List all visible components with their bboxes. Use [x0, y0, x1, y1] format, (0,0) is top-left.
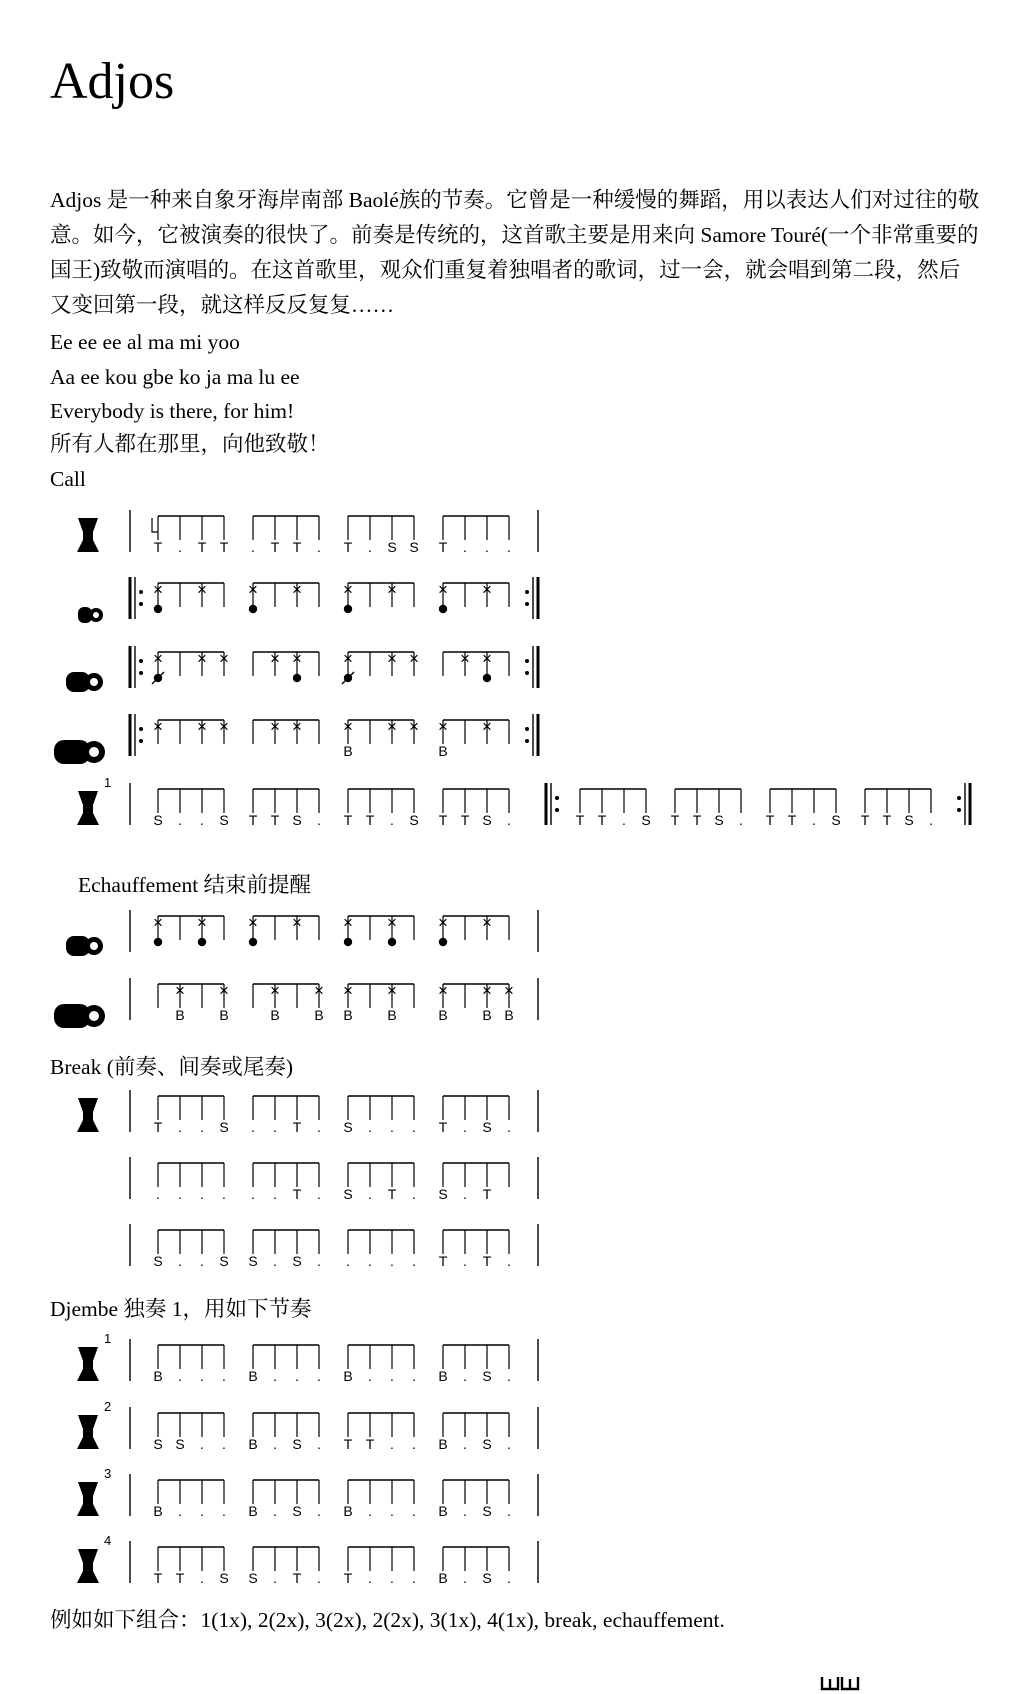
- stroke-symbol: .: [222, 1186, 226, 1202]
- open-hit-mark: [293, 674, 301, 682]
- stroke-symbol: .: [368, 1368, 372, 1384]
- bell-hit-mark: ×: [248, 913, 258, 932]
- djembe-icon: [77, 1466, 111, 1516]
- stroke-symbol: B: [270, 1007, 280, 1023]
- stroke-symbol: .: [463, 1436, 467, 1452]
- rhythm-staff: [0, 714, 1024, 774]
- stroke-symbol: B: [343, 743, 353, 759]
- bell-hit-mark: ×: [197, 717, 207, 736]
- stroke-symbol: B: [504, 1007, 514, 1023]
- stroke-symbol: .: [273, 1119, 277, 1135]
- stroke-symbol: .: [317, 1570, 321, 1586]
- stroke-symbol: B: [387, 1007, 397, 1023]
- stroke-symbol: T: [438, 1253, 448, 1269]
- stroke-symbol: T: [597, 812, 607, 828]
- lyric-line-2: Aa ee kou gbe ko ja ma lu ee: [50, 365, 300, 389]
- bell-hit-mark: ×: [292, 717, 302, 736]
- stroke-symbol: .: [412, 1436, 416, 1452]
- stroke-symbol: B: [248, 1368, 258, 1384]
- stroke-symbol: T: [365, 812, 375, 828]
- stroke-symbol: B: [438, 1368, 448, 1384]
- stroke-symbol: S: [219, 1570, 229, 1586]
- stroke-symbol: S: [904, 812, 914, 828]
- stroke-symbol: T: [292, 1119, 302, 1135]
- stroke-symbol: .: [412, 1570, 416, 1586]
- stroke-symbol: S: [409, 812, 419, 828]
- rhythm-staff: [0, 1533, 1024, 1601]
- stroke-symbol: .: [463, 539, 467, 555]
- stroke-symbol: T: [787, 812, 797, 828]
- publisher-logo-icon: [820, 1675, 864, 1691]
- stroke-symbol: .: [178, 1186, 182, 1202]
- stroke-symbol: T: [219, 539, 229, 555]
- stroke-symbol: S: [219, 812, 229, 828]
- stroke-symbol: T: [482, 1186, 492, 1202]
- stroke-symbol: B: [343, 1007, 353, 1023]
- stroke-symbol: T: [292, 539, 302, 555]
- stroke-symbol: S: [482, 1503, 492, 1519]
- stroke-symbol: B: [248, 1436, 258, 1452]
- intro-paragraph: Adjos 是一种来自象牙海岸南部 Baolé族的节奏。它曾是一种缓慢的舞蹈，用以表达人们对过往的敬意。如今，它被演奏的很快了。前奏是传统的，这首歌主要是用来向 Samore Touré(一个非常重要的国王)致敬而演唱的。在这首歌里，观众们重复着独唱者的歌词，过一会，就会唱到第二段，然后又变回第一段，就这样反反复复……: [50, 188, 980, 317]
- stroke-symbol: S: [248, 1253, 258, 1269]
- stroke-symbol: T: [692, 812, 702, 828]
- stroke-symbol: T: [153, 539, 163, 555]
- stroke-symbol: T: [248, 812, 258, 828]
- bell-hit-mark: ×: [270, 717, 280, 736]
- stroke-symbol: T: [438, 1119, 448, 1135]
- repeat-start-sign: [130, 714, 143, 756]
- stroke-symbol: B: [438, 1007, 448, 1023]
- repeat-end-sign: [525, 714, 538, 756]
- stroke-symbol: .: [251, 1186, 255, 1202]
- bell-hit-mark: ×: [409, 649, 419, 668]
- rhythm-staff: [0, 775, 1024, 843]
- rhythm-staff: [0, 978, 1024, 1038]
- stroke-symbol: B: [343, 1368, 353, 1384]
- open-hit-mark: [439, 605, 447, 613]
- variation-number: 4: [104, 1533, 112, 1548]
- stroke-symbol: .: [178, 1119, 182, 1135]
- stroke-symbol: .: [222, 1368, 226, 1384]
- stroke-symbol: .: [273, 1253, 277, 1269]
- stroke-symbol: .: [390, 1570, 394, 1586]
- stroke-symbol: T: [670, 812, 680, 828]
- stroke-symbol: S: [153, 1436, 163, 1452]
- variation-number: 2: [104, 1399, 112, 1414]
- stroke-symbol: B: [219, 1007, 229, 1023]
- stroke-symbol: .: [390, 1119, 394, 1135]
- stroke-symbol: .: [295, 1368, 299, 1384]
- stroke-symbol: .: [200, 1436, 204, 1452]
- stroke-symbol: T: [153, 1119, 163, 1135]
- stroke-symbol: .: [812, 812, 816, 828]
- djembe-icon: [77, 1331, 111, 1381]
- stroke-symbol: .: [507, 1436, 511, 1452]
- lyric-line-4: 所有人都在那里，向他致敬！: [50, 432, 330, 456]
- variation-number: 1: [104, 775, 112, 790]
- stroke-symbol: .: [178, 539, 182, 555]
- bell-hit-mark: ×: [482, 649, 492, 668]
- stroke-symbol: S: [175, 1436, 185, 1452]
- stroke-symbol: .: [317, 1119, 321, 1135]
- stroke-symbol: .: [463, 1253, 467, 1269]
- bell-hit-mark: ×: [343, 717, 353, 736]
- bell-hit-mark: ×: [409, 717, 419, 736]
- stroke-symbol: .: [412, 1186, 416, 1202]
- stroke-symbol: .: [390, 1253, 394, 1269]
- stroke-symbol: .: [178, 1368, 182, 1384]
- stroke-symbol: T: [292, 1186, 302, 1202]
- bell-hit-mark: ×: [197, 649, 207, 668]
- stroke-symbol: T: [270, 812, 280, 828]
- stroke-symbol: T: [343, 539, 353, 555]
- stroke-symbol: .: [368, 1503, 372, 1519]
- stroke-symbol: .: [929, 812, 933, 828]
- repeat-end-sign: [957, 783, 970, 825]
- stroke-symbol: .: [507, 539, 511, 555]
- bell-hit-mark: ×: [175, 981, 185, 1000]
- stroke-symbol: .: [368, 539, 372, 555]
- open-hit-mark: [483, 674, 491, 682]
- stroke-symbol: .: [156, 1186, 160, 1202]
- stroke-symbol: .: [200, 1368, 204, 1384]
- stroke-symbol: T: [153, 1570, 163, 1586]
- stroke-symbol: S: [248, 1570, 258, 1586]
- open-hit-mark: [344, 605, 352, 613]
- bell-hit-mark: ×: [197, 913, 207, 932]
- stroke-symbol: S: [482, 812, 492, 828]
- stroke-symbol: S: [438, 1186, 448, 1202]
- stroke-symbol: .: [412, 1119, 416, 1135]
- stroke-symbol: .: [251, 1119, 255, 1135]
- stroke-symbol: S: [153, 812, 163, 828]
- open-hit-mark: [154, 938, 162, 946]
- stroke-symbol: .: [273, 1436, 277, 1452]
- rhythm-staff: [0, 910, 1024, 970]
- stroke-symbol: T: [197, 539, 207, 555]
- stroke-symbol: .: [273, 1570, 277, 1586]
- bell-hit-mark: ×: [314, 981, 324, 1000]
- stroke-symbol: T: [860, 812, 870, 828]
- sangban-icon: [66, 936, 103, 956]
- stroke-symbol: S: [714, 812, 724, 828]
- stroke-symbol: .: [368, 1119, 372, 1135]
- stroke-symbol: T: [438, 539, 448, 555]
- stroke-symbol: .: [412, 1253, 416, 1269]
- stroke-symbol: .: [317, 1503, 321, 1519]
- combination-note: 例如如下组合：1(1x), 2(2x), 3(2x), 2(2x), 3(1x), 4(1x), break, echauffement.: [50, 1608, 725, 1632]
- stroke-symbol: .: [485, 539, 489, 555]
- stroke-symbol: .: [200, 1503, 204, 1519]
- bell-hit-mark: ×: [153, 580, 163, 599]
- stroke-symbol: .: [463, 1368, 467, 1384]
- stroke-symbol: .: [178, 1503, 182, 1519]
- doundounba-icon: [54, 1004, 105, 1028]
- stroke-symbol: .: [622, 812, 626, 828]
- stroke-symbol: S: [343, 1119, 353, 1135]
- bell-hit-mark: ×: [343, 981, 353, 1000]
- stroke-symbol: .: [251, 539, 255, 555]
- stroke-symbol: .: [200, 1186, 204, 1202]
- repeat-start-sign: [130, 577, 143, 619]
- rhythm-staff: [0, 577, 1024, 637]
- bell-hit-mark: ×: [482, 913, 492, 932]
- bell-hit-mark: ×: [219, 717, 229, 736]
- stroke-symbol: T: [575, 812, 585, 828]
- stroke-symbol: .: [463, 1186, 467, 1202]
- stroke-symbol: .: [463, 1570, 467, 1586]
- rhythm-staff: [0, 510, 1024, 570]
- stroke-symbol: B: [482, 1007, 492, 1023]
- stroke-symbol: B: [153, 1368, 163, 1384]
- bell-hit-mark: ×: [387, 717, 397, 736]
- bell-hit-mark: ×: [482, 580, 492, 599]
- bell-hit-mark: ×: [387, 981, 397, 1000]
- djembe-icon: [77, 775, 111, 825]
- bell-hit-mark: ×: [248, 580, 258, 599]
- bell-hit-mark: ×: [387, 649, 397, 668]
- bell-hit-mark: ×: [219, 649, 229, 668]
- bell-hit-mark: ×: [504, 981, 514, 1000]
- section-heading-echauffement: Echauffement 结束前提醒: [78, 873, 312, 897]
- stroke-symbol: .: [390, 1436, 394, 1452]
- bell-hit-mark: ×: [438, 981, 448, 1000]
- stroke-symbol: .: [317, 1186, 321, 1202]
- doundounba-icon: [54, 740, 105, 764]
- rhythm-staff: [0, 1466, 1024, 1534]
- stroke-symbol: T: [343, 1436, 353, 1452]
- open-hit-mark: [198, 938, 206, 946]
- bell-hit-mark: ×: [292, 649, 302, 668]
- stroke-symbol: .: [200, 1119, 204, 1135]
- open-hit-mark: [154, 605, 162, 613]
- open-hit-mark: [439, 938, 447, 946]
- flam-mark: [152, 518, 158, 532]
- stroke-symbol: S: [482, 1368, 492, 1384]
- repeat-end-sign: [525, 577, 538, 619]
- stroke-symbol: T: [270, 539, 280, 555]
- open-hit-mark: [249, 938, 257, 946]
- stroke-symbol: S: [482, 1119, 492, 1135]
- variation-number: 1: [104, 1331, 112, 1346]
- rhythm-staff: [0, 1157, 1024, 1217]
- stroke-symbol: S: [292, 1436, 302, 1452]
- stroke-symbol: B: [175, 1007, 185, 1023]
- bell-hit-mark: ×: [438, 580, 448, 599]
- rhythm-staff: [0, 1090, 1024, 1150]
- stroke-symbol: B: [153, 1503, 163, 1519]
- kenkeni-icon: [78, 607, 103, 623]
- stroke-symbol: .: [507, 1503, 511, 1519]
- bell-hit-mark: ×: [482, 981, 492, 1000]
- stroke-symbol: .: [368, 1253, 372, 1269]
- stroke-symbol: T: [882, 812, 892, 828]
- stroke-symbol: B: [343, 1503, 353, 1519]
- repeat-end-sign: [525, 646, 538, 688]
- stroke-symbol: T: [343, 1570, 353, 1586]
- stroke-symbol: .: [507, 1119, 511, 1135]
- stroke-symbol: B: [248, 1503, 258, 1519]
- djembe-icon: [77, 1533, 111, 1583]
- djembe-icon: [77, 518, 99, 552]
- bell-hit-mark: ×: [438, 913, 448, 932]
- stroke-symbol: S: [409, 539, 419, 555]
- bell-hit-mark: ×: [270, 981, 280, 1000]
- bell-hit-mark: ×: [387, 580, 397, 599]
- open-hit-mark: [344, 938, 352, 946]
- bell-hit-mark: ×: [292, 580, 302, 599]
- stroke-symbol: .: [178, 1253, 182, 1269]
- stroke-symbol: .: [390, 1368, 394, 1384]
- bell-hit-mark: ×: [387, 913, 397, 932]
- stroke-symbol: T: [292, 1570, 302, 1586]
- bell-hit-mark: ×: [153, 913, 163, 932]
- stroke-symbol: .: [463, 1119, 467, 1135]
- stroke-symbol: .: [368, 1186, 372, 1202]
- stroke-symbol: .: [222, 1436, 226, 1452]
- stroke-symbol: B: [314, 1007, 324, 1023]
- stroke-symbol: T: [438, 812, 448, 828]
- stroke-symbol: .: [273, 1368, 277, 1384]
- rhythm-staff: [0, 1224, 1024, 1284]
- section-heading-solo: Djembe 独奏 1，用如下节奏: [50, 1297, 312, 1321]
- lyric-line-1: Ee ee ee al ma mi yoo: [50, 330, 240, 354]
- stroke-symbol: S: [292, 1503, 302, 1519]
- bell-hit-mark: ×: [438, 717, 448, 736]
- section-heading-break: Break (前奏、间奏或尾奏): [50, 1055, 294, 1079]
- stroke-symbol: .: [368, 1570, 372, 1586]
- stroke-symbol: S: [292, 1253, 302, 1269]
- stroke-symbol: T: [365, 1436, 375, 1452]
- stroke-symbol: .: [273, 1503, 277, 1519]
- section-heading-call: Call: [50, 467, 86, 491]
- bell-hit-mark: ×: [343, 580, 353, 599]
- bell-hit-mark: ×: [153, 649, 163, 668]
- bell-hit-mark: ×: [292, 913, 302, 932]
- rhythm-staff: [0, 646, 1024, 706]
- stroke-symbol: B: [438, 743, 448, 759]
- lyric-line-3: Everybody is there, for him!: [50, 399, 295, 423]
- stroke-symbol: T: [482, 1253, 492, 1269]
- stroke-symbol: S: [831, 812, 841, 828]
- stroke-symbol: B: [438, 1436, 448, 1452]
- djembe-icon: [77, 1098, 99, 1132]
- stroke-symbol: T: [175, 1570, 185, 1586]
- stroke-symbol: .: [222, 1503, 226, 1519]
- bell-hit-mark: ×: [197, 580, 207, 599]
- stroke-symbol: S: [387, 539, 397, 555]
- stroke-symbol: .: [317, 1253, 321, 1269]
- bell-hit-mark: ×: [343, 649, 353, 668]
- stroke-symbol: .: [463, 1503, 467, 1519]
- stroke-symbol: T: [765, 812, 775, 828]
- stroke-symbol: S: [343, 1186, 353, 1202]
- stroke-symbol: .: [507, 1570, 511, 1586]
- variation-number: 3: [104, 1466, 112, 1481]
- stroke-symbol: .: [507, 1253, 511, 1269]
- stroke-symbol: S: [641, 812, 651, 828]
- stroke-symbol: B: [438, 1570, 448, 1586]
- open-hit-mark: [249, 605, 257, 613]
- stroke-symbol: .: [739, 812, 743, 828]
- stroke-symbol: S: [219, 1253, 229, 1269]
- stroke-symbol: .: [346, 1253, 350, 1269]
- djembe-icon: [77, 1399, 111, 1449]
- stroke-symbol: .: [412, 1368, 416, 1384]
- stroke-symbol: .: [178, 812, 182, 828]
- stroke-symbol: T: [343, 812, 353, 828]
- stroke-symbol: .: [317, 539, 321, 555]
- stroke-symbol: S: [219, 1119, 229, 1135]
- bell-hit-mark: ×: [270, 649, 280, 668]
- stroke-symbol: .: [200, 1253, 204, 1269]
- bell-hit-mark: ×: [219, 981, 229, 1000]
- stroke-symbol: .: [390, 812, 394, 828]
- stroke-symbol: S: [482, 1436, 492, 1452]
- bell-hit-mark: ×: [343, 913, 353, 932]
- stroke-symbol: T: [460, 812, 470, 828]
- bell-hit-mark: ×: [460, 649, 470, 668]
- repeat-start-sign: [546, 783, 559, 825]
- stroke-symbol: .: [200, 812, 204, 828]
- stroke-symbol: .: [507, 812, 511, 828]
- repeat-start-sign: [130, 646, 143, 688]
- stroke-symbol: .: [507, 1368, 511, 1384]
- stroke-symbol: S: [482, 1570, 492, 1586]
- sangban-icon: [66, 672, 103, 692]
- rhythm-staff: [0, 1331, 1024, 1399]
- stroke-symbol: S: [153, 1253, 163, 1269]
- bell-hit-mark: ×: [482, 717, 492, 736]
- stroke-symbol: .: [317, 812, 321, 828]
- stroke-symbol: .: [317, 1368, 321, 1384]
- stroke-symbol: .: [273, 1186, 277, 1202]
- open-hit-mark: [388, 938, 396, 946]
- bell-hit-mark: ×: [153, 717, 163, 736]
- stroke-symbol: .: [200, 1570, 204, 1586]
- page-title: Adjos: [50, 53, 175, 110]
- stroke-symbol: .: [390, 1503, 394, 1519]
- stroke-symbol: T: [387, 1186, 397, 1202]
- stroke-symbol: .: [317, 1436, 321, 1452]
- rhythm-staff: [0, 1399, 1024, 1467]
- stroke-symbol: B: [438, 1503, 448, 1519]
- stroke-symbol: S: [292, 812, 302, 828]
- stroke-symbol: .: [412, 1503, 416, 1519]
